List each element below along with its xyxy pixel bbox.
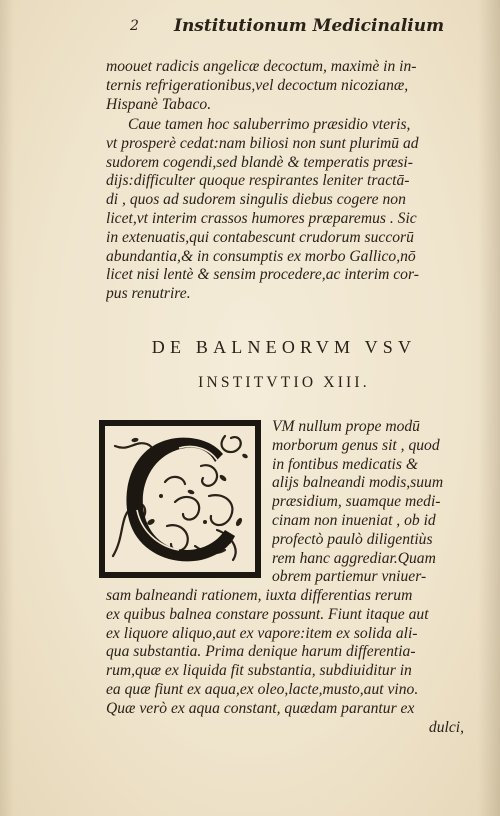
text-line: alijs balneandi modis,suum: [272, 474, 444, 492]
text-line: moouet radicis angelicæ decoctum, maximè in in-: [106, 58, 417, 75]
section-heading: DE BALNEORVM VSV: [151, 337, 417, 357]
text-line: ex liquore aliquo,aut ex vapore:item ex solida ali-: [106, 624, 418, 642]
text-line: in extenuatis,qui contabescunt crudorum succorū: [106, 228, 414, 246]
paragraph-continuation: [106, 58, 464, 114]
text-line: pus renutrire.: [106, 285, 191, 303]
text-line: Quæ verò ex aqua constant, quædam parantur ex: [106, 699, 415, 717]
text-line: ternis refrigerationibus,vel decoctum nicozianæ,: [106, 76, 409, 94]
gutter-shadow: [0, 0, 14, 816]
paragraph-body: [106, 587, 464, 737]
catchword: dulci,: [428, 718, 464, 736]
paragraph-caution: [106, 116, 464, 304]
text-line: sam balneandi rationem, iuxta differentias rerum: [106, 587, 413, 604]
text-line: in fontibus medicatis &: [272, 455, 418, 473]
text-line: præsidium, suamque medi-: [272, 493, 441, 511]
text-line: Hispanè Tabaco.: [106, 95, 212, 113]
text-line: ex quibus balnea constare possunt. Fiunt itaque aut: [106, 605, 429, 623]
text-line: morborum genus sit , quod: [272, 436, 440, 454]
drop-cap-woodcut: [99, 420, 261, 578]
text-line: sudorem cogendi,sed blandè & temperatis præsi-: [106, 153, 413, 171]
text-line: rum,quæ ex liquida fit substantia, subdiuiditur in: [106, 662, 412, 680]
ornamental-initial-c-icon: [105, 426, 255, 572]
text-line: profectò paulò diligentiùs: [272, 530, 433, 548]
text-line: Caue tamen hoc saluberrimo præsidio vteris,: [128, 116, 411, 133]
text-line: di , quos ad sudorem singulis diebus cogere non: [106, 191, 406, 209]
text-line: licet nisi lentè & sensim procedere,ac interim cor-: [106, 266, 419, 284]
text-line: rem hanc aggrediar.Quam: [272, 549, 436, 567]
paragraph-opening: [272, 418, 468, 587]
text-line: licet,vt interim crassos humores præparemus . Sic: [106, 209, 417, 227]
text-line: dijs:difficulter quoque respirantes leniter tractā-: [106, 172, 410, 190]
page-edge-shadow: [478, 0, 500, 816]
text-line: abundantia,& in consumptis ex morbo Gallico,nō: [106, 247, 416, 265]
page-number: 2: [130, 18, 139, 34]
text-line: ea quæ fiunt ex aqua,ex oleo,lacte,musto,aut vino.: [106, 680, 419, 698]
text-line: obrem partiemur vniuer-: [272, 568, 427, 586]
text-line: qua substantia. Prima denique harum differentia-: [106, 643, 416, 661]
section-subheading: INSTITVTIO XIII.: [198, 374, 370, 391]
running-title: Institutionum Medicinalium: [174, 16, 445, 36]
text-line: VM nullum prope modū: [272, 418, 420, 435]
text-line: cinam non inueniat , ob id: [272, 511, 436, 529]
text-line: vt prosperè cedat:nam biliosi non sunt plurimū ad: [106, 134, 419, 152]
